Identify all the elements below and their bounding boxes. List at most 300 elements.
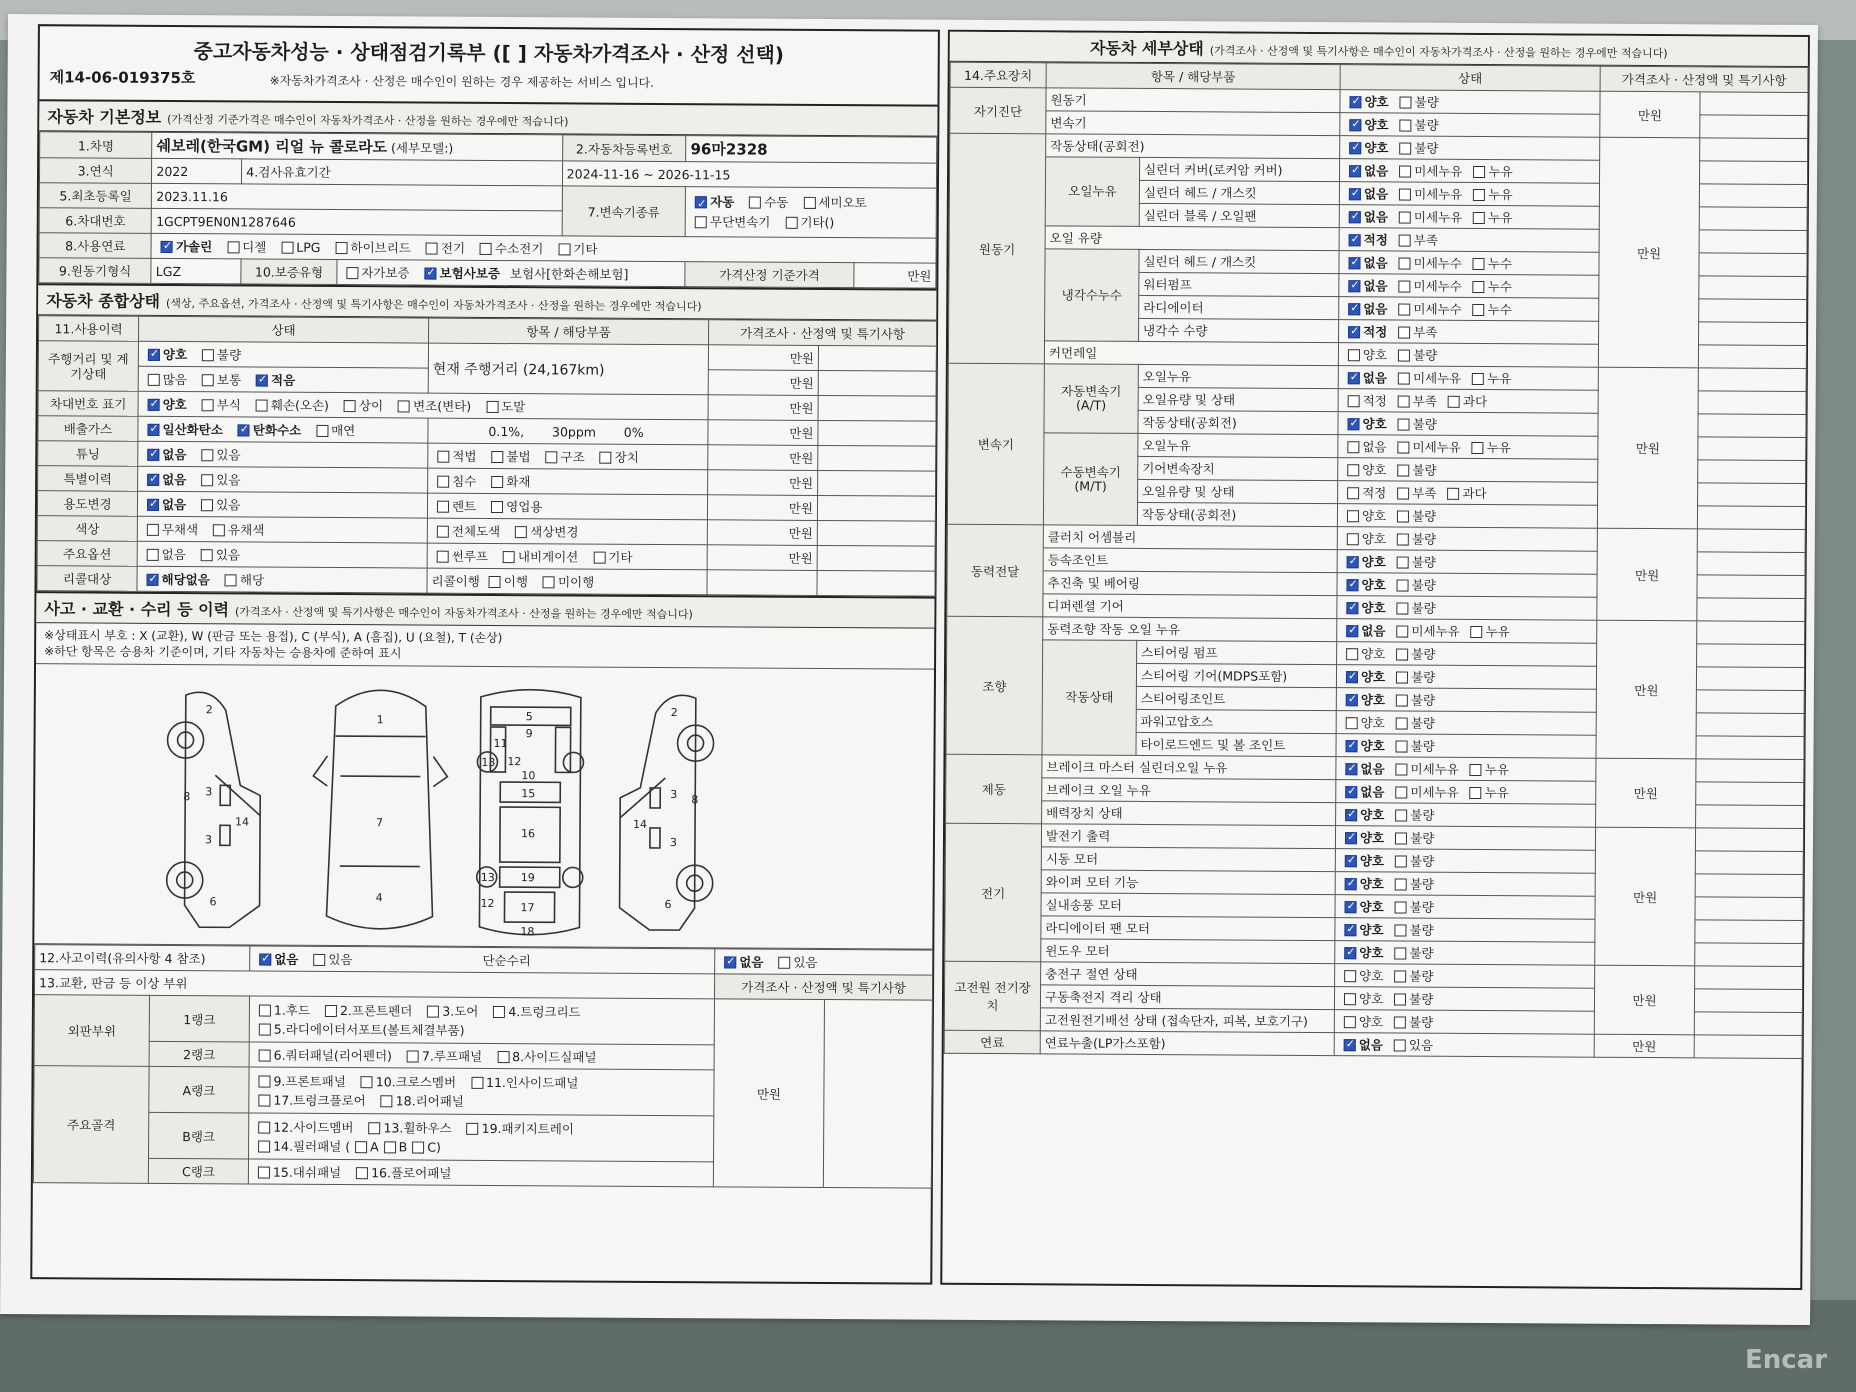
state-option[interactable] [1339, 943, 1383, 961]
opt[interactable] [773, 953, 817, 971]
opt-label: 부족 [1413, 324, 1438, 340]
opt-label: 양호 [1360, 669, 1386, 685]
opt[interactable] [311, 421, 355, 439]
state-option[interactable] [1341, 690, 1385, 708]
opt[interactable] [492, 1047, 596, 1066]
state-option[interactable] [1391, 690, 1435, 708]
checkbox-icon [335, 242, 347, 254]
opt-label: 렌트 [451, 498, 477, 514]
state-option[interactable] [1341, 621, 1385, 639]
fuel-opt[interactable] [553, 239, 597, 257]
diagram-label: 2 [205, 703, 213, 717]
opt[interactable] [196, 445, 240, 463]
checkbox-icon [202, 399, 214, 411]
state-option[interactable] [1394, 253, 1462, 271]
opt[interactable] [197, 345, 241, 363]
state-option[interactable] [1390, 782, 1458, 800]
state-option[interactable] [1341, 667, 1385, 685]
trans-opt-manual[interactable] [744, 192, 788, 212]
opt[interactable] [196, 470, 240, 488]
checkbox-icon [1347, 464, 1359, 476]
opt[interactable] [208, 520, 264, 538]
detail-subtitle: (가격조사 · 산정액 및 특기사항은 매수인이 자동차가격조사 · 산정을 원하는 경우에만 적습니다) [1209, 44, 1668, 61]
checkbox-icon [325, 1004, 337, 1016]
opt[interactable] [251, 395, 329, 413]
state-option[interactable] [1394, 184, 1462, 202]
emission-value: 30ppm [551, 423, 597, 440]
opt[interactable] [254, 1019, 465, 1039]
state-option[interactable] [1394, 138, 1438, 156]
checkbox-icon [259, 1050, 271, 1062]
state-option[interactable] [1391, 621, 1459, 639]
state-option[interactable] [1340, 897, 1384, 915]
state-option[interactable] [1342, 552, 1386, 570]
opt[interactable] [142, 445, 186, 463]
state-option[interactable] [1468, 300, 1512, 318]
state-option[interactable] [1342, 575, 1386, 593]
price-cell [1699, 230, 1807, 254]
opt[interactable] [142, 520, 198, 538]
checkbox-checked-icon [1348, 372, 1360, 384]
simple-opts [715, 949, 933, 975]
state-option[interactable] [1390, 828, 1434, 846]
opt-label: 부족 [1412, 485, 1437, 501]
opt[interactable] [351, 1163, 451, 1182]
checkbox-icon [1395, 924, 1407, 936]
state-option[interactable] [1392, 483, 1436, 501]
price-cell [818, 420, 936, 446]
state-option[interactable] [1342, 483, 1386, 501]
state-option[interactable] [1342, 414, 1386, 432]
price-cell [1697, 575, 1805, 599]
opt-label: 하이브리드 [350, 240, 411, 256]
state-option[interactable] [1393, 437, 1461, 455]
state-option[interactable] [1390, 805, 1434, 823]
detail-state-options [1338, 389, 1598, 414]
state-option[interactable] [1393, 322, 1437, 340]
opt[interactable] [719, 952, 763, 970]
state-option[interactable] [1467, 369, 1511, 387]
opt[interactable] [432, 472, 476, 490]
state-option[interactable] [1340, 805, 1384, 823]
trans-opt-cvt[interactable] [690, 212, 771, 232]
state-option[interactable] [1394, 115, 1438, 133]
price-cell [1699, 276, 1807, 300]
fuel-opt[interactable] [222, 237, 266, 255]
state-option[interactable] [1391, 713, 1435, 731]
state-option[interactable] [1341, 713, 1385, 731]
odo-opts1 [138, 341, 428, 368]
checkbox-icon [1399, 235, 1411, 247]
state-option[interactable] [1393, 368, 1461, 386]
opt[interactable] [588, 548, 632, 566]
opt-label: 과다 [1462, 485, 1487, 502]
detail-state-options [1336, 711, 1596, 736]
state-option[interactable] [1468, 277, 1512, 295]
opt-label: 훼손(오손) [270, 397, 330, 413]
state-option[interactable] [1392, 598, 1436, 616]
checkbox-checked-icon [1349, 119, 1361, 131]
state-option[interactable] [1344, 207, 1388, 225]
state-option[interactable] [1389, 966, 1433, 984]
diagram-label: 4 [375, 891, 383, 905]
state-option[interactable] [1393, 345, 1437, 363]
state-option[interactable] [1339, 1012, 1383, 1030]
opt-label: 17.트렁크플로어 [273, 1092, 366, 1108]
opt[interactable] [142, 495, 186, 513]
state-option[interactable] [1443, 392, 1487, 410]
state-option[interactable] [1339, 1035, 1383, 1053]
opt[interactable] [253, 1163, 341, 1182]
opt-label: 영업용 [506, 499, 543, 515]
detail-state-options [1337, 573, 1597, 598]
diagram-label: 14 [633, 817, 648, 831]
state-option[interactable] [1344, 161, 1388, 179]
state-option[interactable] [1339, 989, 1383, 1007]
opt[interactable] [466, 1072, 578, 1092]
opt[interactable] [510, 522, 578, 540]
state-option[interactable] [1394, 230, 1438, 248]
detail-state-options [1338, 481, 1598, 506]
opt-label: 불량 [217, 347, 242, 363]
state-option[interactable] [1344, 138, 1388, 156]
document-note: ※자동차가격조사 · 산정은 매수인이 원하는 경우 제공하는 서비스 입니다. [269, 73, 655, 90]
checkbox-icon [489, 576, 501, 588]
opt[interactable] [143, 345, 187, 363]
state-option[interactable] [1341, 736, 1385, 754]
checkbox-checked-icon [1349, 211, 1361, 223]
state-option[interactable] [1343, 299, 1387, 317]
opt-label: 있음 [216, 497, 241, 513]
state-option[interactable] [1468, 254, 1512, 272]
price-cell [1695, 828, 1803, 852]
opt[interactable] [486, 472, 530, 490]
state-option[interactable] [1342, 460, 1386, 478]
state-option[interactable] [1394, 207, 1462, 225]
opt[interactable] [197, 395, 241, 413]
checkbox-icon [600, 452, 612, 464]
opt-label: 19.패키지트레이 [481, 1120, 575, 1136]
state-option[interactable] [1343, 276, 1387, 294]
detail-item-label: 윈도우 모터 [1041, 939, 1335, 964]
price-label: 가격산정 기준가격 [685, 262, 854, 288]
state-option[interactable] [1343, 253, 1387, 271]
checkbox-icon [1396, 740, 1408, 752]
opt-label: 자가보증 [361, 265, 410, 281]
opt-label: 양호 [1361, 554, 1386, 570]
state-option[interactable] [1395, 92, 1439, 110]
detail-sub-label: 수동변속기 (M/T) [1043, 433, 1138, 526]
opt[interactable] [339, 396, 383, 414]
state-option[interactable] [1393, 414, 1437, 432]
opt-label: 장치 [614, 449, 639, 465]
opt-label: 기타 [573, 241, 598, 257]
state-option[interactable] [1389, 1012, 1433, 1030]
state-option[interactable] [1391, 667, 1435, 685]
state-option[interactable] [1339, 966, 1383, 984]
state-option[interactable] [1392, 460, 1436, 478]
state-option[interactable] [1391, 759, 1459, 777]
state-option[interactable] [1389, 1035, 1433, 1053]
state-option[interactable] [1343, 391, 1387, 409]
checkbox-icon [1344, 993, 1356, 1005]
opt[interactable] [498, 547, 578, 565]
opt[interactable] [462, 1118, 574, 1138]
opt[interactable] [220, 570, 264, 588]
state-option[interactable] [1390, 874, 1434, 892]
checkbox-icon [1447, 488, 1459, 500]
opt[interactable] [432, 522, 500, 540]
opt[interactable] [142, 470, 186, 488]
opt[interactable] [253, 1136, 441, 1156]
state-option[interactable] [1392, 529, 1436, 547]
state-option[interactable] [1394, 161, 1462, 179]
checkbox-checked-icon [147, 424, 159, 436]
checkbox-icon [202, 349, 214, 361]
opt[interactable] [254, 950, 298, 968]
trans-opt-auto[interactable] [690, 192, 734, 212]
detail-sub-label: 자동변속기 (A/T) [1044, 364, 1138, 434]
opt-label: 불량 [1414, 117, 1439, 133]
price-cell [1699, 253, 1807, 277]
state-option[interactable] [1442, 484, 1486, 502]
opt[interactable] [143, 395, 187, 413]
fuel-opt[interactable] [156, 237, 212, 255]
state-option[interactable] [1343, 345, 1387, 363]
opt[interactable] [538, 572, 594, 590]
opt[interactable] [486, 497, 542, 515]
tuning-sub [428, 443, 708, 470]
opt-label: 미세누유 [1412, 370, 1462, 386]
price-cell [1699, 299, 1807, 323]
opt-label: 12.사이드멤버 [273, 1119, 354, 1135]
opt[interactable] [541, 447, 585, 465]
state-option[interactable] [1468, 162, 1512, 180]
detail-group-label: 전기 [945, 823, 1042, 962]
state-option[interactable] [1468, 208, 1512, 226]
opt-label: 없음 [274, 951, 299, 967]
warranty-label: 10.보증유형 [241, 259, 337, 285]
detail-state-options [1334, 1033, 1594, 1058]
detail-state-options [1338, 412, 1598, 437]
basic-info-title: 자동차 기본정보 [47, 107, 162, 127]
opt[interactable] [488, 1001, 580, 1021]
state-option[interactable] [1389, 989, 1433, 1007]
detail-group-label: 제동 [946, 754, 1042, 824]
trans-opt-other[interactable] [780, 212, 834, 232]
opt[interactable] [253, 1117, 353, 1137]
detail-item-label: 냉각수 수량 [1139, 318, 1339, 342]
opt[interactable] [356, 1072, 456, 1092]
state-option[interactable] [1343, 368, 1387, 386]
checkbox-icon [471, 1076, 483, 1088]
price-cell [1697, 621, 1805, 645]
price-cell [818, 345, 936, 371]
checkbox-icon [202, 374, 214, 386]
opt-label: 불량 [1410, 807, 1435, 823]
opt[interactable] [196, 545, 240, 563]
opt-label: A [370, 1138, 379, 1154]
opt[interactable] [254, 1046, 392, 1065]
opt-label: 미세누유 [1414, 186, 1463, 202]
detail-item-label: 고전원전기배선 상태 (접속단자, 피복, 보호기구) [1040, 1008, 1334, 1033]
opt[interactable] [432, 547, 488, 565]
state-option[interactable] [1344, 184, 1388, 202]
fuel-opt[interactable] [276, 240, 320, 255]
price-cell [1698, 391, 1806, 415]
opt-label: 불량 [1409, 922, 1434, 938]
opt[interactable] [142, 545, 186, 563]
checkbox-checked-icon [1344, 924, 1356, 936]
state-option[interactable] [1340, 828, 1384, 846]
state-option[interactable] [1340, 782, 1384, 800]
parts-label: 13.교환, 판금 등 이상 부위 [35, 970, 715, 999]
opt-label: 있음 [216, 447, 241, 463]
fuel-opt[interactable] [475, 239, 543, 257]
state-option[interactable] [1343, 322, 1387, 340]
fuel-opt[interactable] [421, 239, 465, 257]
checkbox-icon [361, 1076, 373, 1088]
opt[interactable] [484, 572, 528, 590]
warranty-opt-insurer[interactable] [419, 264, 499, 282]
price-cell [1697, 506, 1805, 530]
opt[interactable] [481, 397, 525, 415]
opt[interactable] [402, 1046, 482, 1064]
opt[interactable] [393, 396, 471, 414]
opt[interactable] [308, 950, 352, 968]
fuel-opt[interactable] [330, 238, 410, 256]
opt-label: 7.루프패널 [421, 1048, 483, 1064]
opt[interactable] [143, 370, 187, 388]
state-option[interactable] [1342, 529, 1386, 547]
state-option[interactable] [1344, 115, 1388, 133]
state-option[interactable] [1468, 185, 1512, 203]
state-option[interactable] [1392, 506, 1436, 524]
checkbox-icon [1399, 189, 1411, 201]
opt[interactable] [196, 495, 240, 513]
document-title: 중고자동차성능 · 상태점검기록부 ([ ] 자동차가격조사 · 산정 선택) [193, 39, 785, 67]
detail-state-options [1335, 872, 1595, 897]
checkbox-icon [1397, 510, 1409, 522]
state-option[interactable] [1390, 897, 1434, 915]
opt[interactable] [254, 1000, 310, 1019]
rankC-label: C랭크 [148, 1158, 248, 1184]
opt-label: 2.프론트펜더 [339, 1002, 413, 1018]
opt[interactable] [233, 420, 301, 438]
state-option[interactable] [1342, 437, 1386, 455]
checkbox-checked-icon [1345, 855, 1357, 867]
state-option[interactable] [1340, 851, 1384, 869]
checkbox-icon [1395, 855, 1407, 867]
state-option[interactable] [1391, 644, 1435, 662]
car-detail: (세부모델:) [391, 140, 454, 156]
opt-label: 양호 [1358, 991, 1384, 1007]
price-cell [1695, 874, 1803, 898]
checkbox-icon [785, 216, 797, 228]
checkbox-icon [543, 576, 555, 588]
right-panel [940, 30, 1810, 1290]
warranty-opt-self[interactable] [341, 263, 409, 281]
state-option[interactable] [1339, 920, 1383, 938]
price-cell [1700, 138, 1808, 162]
state-option[interactable] [1467, 438, 1511, 456]
opt-label: 적음 [271, 372, 296, 388]
rank1-label: 1랭크 [149, 995, 249, 1042]
opt-label: 자동 [710, 193, 735, 209]
opt-label: 불량 [1411, 554, 1437, 570]
state-option[interactable] [1392, 552, 1436, 570]
state-option[interactable] [1393, 276, 1461, 294]
checkbox-icon [201, 549, 213, 561]
checkbox-checked-icon [238, 424, 250, 436]
opt[interactable] [251, 370, 295, 388]
state-option[interactable] [1393, 391, 1437, 409]
state-option[interactable] [1392, 575, 1436, 593]
special-label: 특별이력 [38, 466, 138, 492]
checkbox-icon [258, 1140, 270, 1152]
state-option[interactable] [1390, 851, 1434, 869]
state-option[interactable] [1465, 783, 1509, 801]
state-option[interactable] [1340, 874, 1384, 892]
state-option[interactable] [1393, 299, 1461, 317]
accident-note: ※상태표시 부호 : X (교환), W (판금 또는 용접), C (부식), A (흠집), U (요철), T (손상) [44, 628, 503, 646]
opt[interactable] [422, 1001, 478, 1020]
opt[interactable] [142, 420, 222, 438]
col-main: 14.주요장치 [950, 62, 1046, 88]
trans-opt-semi[interactable] [798, 192, 866, 212]
rank1-items [249, 996, 714, 1045]
opt[interactable] [432, 497, 476, 515]
opt[interactable] [141, 570, 209, 588]
unit-label: 만원 [707, 545, 817, 571]
opt[interactable] [253, 1090, 365, 1110]
odo-current: 현재 주행거리 (24,167km) [428, 343, 708, 395]
state-option[interactable] [1341, 644, 1385, 662]
opt[interactable] [197, 370, 241, 388]
price-cell [1696, 690, 1804, 714]
opt[interactable] [253, 1071, 345, 1091]
checkbox-icon [437, 501, 449, 513]
detail-state-options [1340, 90, 1600, 115]
state-option[interactable] [1465, 760, 1509, 778]
state-option[interactable] [1342, 506, 1386, 524]
unit-label: 만원 [1600, 91, 1700, 138]
state-option[interactable] [1466, 622, 1510, 640]
checkbox-icon [281, 242, 293, 254]
state-option[interactable] [1391, 736, 1435, 754]
opt[interactable] [486, 447, 530, 465]
opt[interactable] [432, 447, 476, 465]
state-option[interactable] [1344, 92, 1388, 110]
state-option[interactable] [1340, 759, 1384, 777]
opt-label: 양호 [1359, 853, 1385, 869]
opt[interactable] [363, 1118, 451, 1138]
opt[interactable] [595, 448, 639, 466]
state-option[interactable] [1344, 230, 1388, 248]
price-cell [1700, 115, 1808, 139]
opt[interactable] [376, 1091, 464, 1111]
recall-sub [427, 568, 707, 595]
state-option[interactable] [1389, 943, 1433, 961]
checkbox-icon [227, 241, 239, 253]
opt[interactable] [320, 1000, 412, 1020]
checkbox-checked-icon [1347, 579, 1359, 591]
opt-label: 적정 [1363, 324, 1388, 340]
state-option[interactable] [1390, 920, 1434, 938]
unit-label: 만원 [707, 495, 817, 521]
state-option[interactable] [1341, 598, 1385, 616]
diagram-label: 19 [520, 871, 535, 885]
